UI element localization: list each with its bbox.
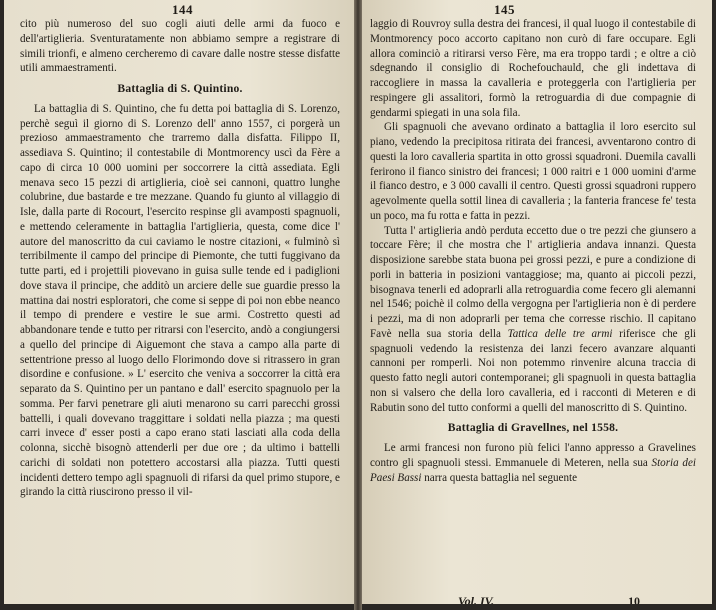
book-title: Tattica delle tre armi xyxy=(507,327,613,340)
text-run: narra questa battaglia nel seguente xyxy=(421,471,578,484)
left-page xyxy=(4,0,354,604)
body-paragraph xyxy=(370,441,696,485)
left-page-text xyxy=(20,17,340,500)
page-number: 145 xyxy=(494,2,515,17)
right-page-text xyxy=(370,17,696,485)
text-run: Tutta l' artiglieria andò perduta eccetto due o tre pezzi che giunsero a toccare Fère; il che mostra che l' artiglieria andava innanzi. Questa disposizione sarebbe stata buona pei grossi pezzi, e pure a condizione di porli in batteria in posizioni vantaggiose; ma, quanto ai piccoli pezzi, bisognava tenerli ed adoprarli alla retroguardia come fecero gli alemanni nel 1546; poichè il colmo della vergogna per l'artiglieria non è di perdere i pezzi, ma di non adoprarli per tema che corresse rischio. Il capitano Favè nella sua storia della xyxy=(370,224,696,340)
page-number: 144 xyxy=(172,2,193,17)
body-paragraph xyxy=(370,224,696,416)
right-page xyxy=(362,0,712,604)
body-paragraph: laggio di Rouvroy sulla destra dei francesi, il qual luogo il contestabile di Montmorency poco accorto capitano non curò di fare occupare. Egli allora cominciò a ritirarsi verso Fère, ma era troppo tardi ; e oltre a ciò sdegnando il consiglio di Rochefouchauld, che gli indettava di raccogliere in massa la cavalleria e proteggerla con l'artiglieria per respingere gli assalitori, formò la retroguardia di due compagnie di gendarmi spiegati in una sola fila. xyxy=(370,18,696,119)
body-paragraph: Gli spagnuoli che avevano ordinato a battaglia il loro esercito sul piano, vedendo la precipitosa ritirata dei francesi, avventarono contro di questi la loro cavalleria spartita in otto grossi squadroni. Duemila cavalli ferirono il fianco sinistro dei francesi; 1 000 raitri e 1 000 uomini d'arme il fianco destro, e 3 000 cavalli il centro. Questi grossi squadroni ruppero agevolmente quella sottil linea di cavalleria ; la fanteria francese fe' testa un poco, ma fu rotta e fatta in pezzi. xyxy=(370,121,696,222)
body-paragraph: La battaglia di S. Quintino, che fu detta poi battaglia di S. Lorenzo, perchè seguì il giorno di S. Lorenzo dell' anno 1557, ci porgerà un prezioso ammaestramento che trarremo dalla disfatta. Filippo II, assediava S. Quintino; il contestabile di Montmorency uscì da Fère a capo di circa 10 000 uomini per soccorrere la città assediata. Egli menava seco 15 pezzi di artiglieria, cioè sei cannoni, quattro lunghe colubrine, due bastarde e tre mezzane. Quando fu giunto al villaggio di Isle, dalla parte di Rocourt, l'esercito respinse gli avamposti spagnuoli, e mettendo celeramente in battaglia l'artiglieria, questa, come dice l' autore del manoscritto da cui caviamo le nostre citazioni, « fulminò sì terribilmente il campo del principe di Piemonte, che tutti fuggivano da tutte parti, ed i projettili piovevano in guisa sulle tende ed i padiglioni dove stava il principe, che additò un arciere delle sue guardie presso la mattina dai nostri esploratori, che come si seppe di poi non ebbe neanco il tempo di prendere e vestire le sue armi. Costretto questi ad abbandonare tende e tutto per ritrarsi con l'esercito, andò a congiungersi a quello del principe di Aiguemont che stava a campo alla parte di settentrione presso al luogo dello Florimondo dove si ritrassero in gran disordine e confusione. » L' esercito che veniva a soccorrer la città era separato da S. Quintino per un pantano e dall' esercito spagnuolo per la somma. Per farvi penetrare gli aiuti menarono su carri parecchi grossi battelli, i quali dovevano traggittare i soldati nella piazza ; ma questi carri invece d' esser posti a capo erano stati lasciati alla coda della colonna, sicchè bisognò attenderli per due ore ; da ultimo i battelli carichi di soldati non potettero accostarsi alla piazza. Tutti questi incidenti dettero tempo agli spagnuoli di rifarsi da quel primo stupore, e girando la città riuscirono presso il vil- xyxy=(20,102,340,499)
text-run: riferisce che gli spagnuoli vedendo la resistenza dei lanzi fecero avanzare alquanti cannoni per romperli. Noi non potemmo rinvenire alcuna traccia di questo fatto negli autori contemporanei; gli spagnuoli in questa battaglia non si valsero che della loro cavalleria, ed i racconti di Meteren e di Rabutin sono del tutto conformi a quelli del manoscritto di S. Quintino. xyxy=(370,327,696,414)
section-heading: Battaglia di S. Quintino. xyxy=(117,82,243,95)
book-gutter xyxy=(354,0,362,610)
text-run: Le armi francesi non furono più felici l'anno appresso a Gravelines contro gli spagnuoli stessi. Emmanuele di Meteren, nella sua xyxy=(370,442,696,469)
intro-paragraph: cito più numeroso del suo cogli aiuti delle armi da fuoco e dell'artiglieria. Sventuratamente non abbiamo sempre a registrare di simili trionfi, e almeno cercheremo di cavare dalle nostre stesse disfatte utili ammaestramenti. xyxy=(20,18,340,75)
volume-label: Vol. IV. xyxy=(458,594,495,604)
book-title: Storia dei Paesi Bassi xyxy=(370,456,696,484)
section-heading: Battaglia di Gravellnes, nel 1558. xyxy=(447,421,619,435)
signature-mark: 10 xyxy=(628,594,640,604)
